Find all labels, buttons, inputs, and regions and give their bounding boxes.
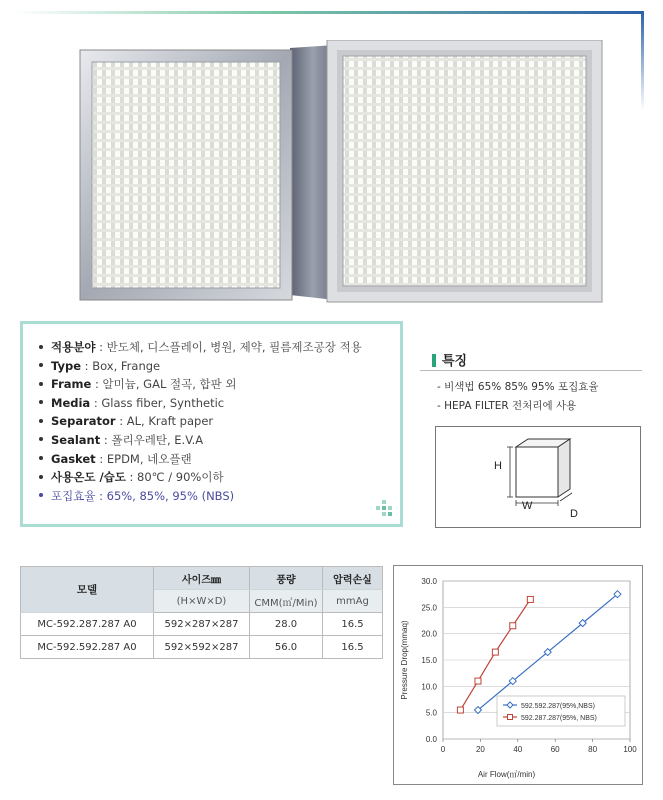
pressure-drop-chart	[393, 565, 643, 785]
feature-item: - 비색법 65% 85% 95% 포집효율	[437, 381, 599, 393]
spec-key: Separator	[51, 414, 116, 429]
bullet-icon	[39, 475, 43, 479]
size-unit: (H×W×D)	[154, 590, 250, 613]
size-cell: 592×287×287	[154, 613, 250, 636]
top-accent-line	[14, 11, 644, 14]
y-tick-label: 0.0	[425, 735, 437, 744]
data-point-square	[475, 678, 481, 684]
product-photo	[75, 40, 610, 315]
y-tick-label: 10.0	[421, 682, 437, 692]
bullet-icon	[39, 363, 43, 367]
x-tick-label: 20	[475, 745, 485, 754]
spec-value: : AL, Kraft paper	[115, 414, 214, 429]
depth-label: D	[570, 508, 578, 520]
table-header-row	[21, 567, 383, 590]
flow-header: 풍량	[250, 567, 323, 590]
spec-key: Media	[51, 395, 91, 410]
bullet-icon	[39, 345, 43, 349]
data-point-square	[492, 649, 498, 655]
flow-cell: 56.0	[250, 636, 323, 659]
spec-item	[39, 487, 400, 506]
spec-item	[39, 357, 400, 376]
width-label: W	[522, 500, 533, 512]
x-axis-label: Air Flow(㎥/min)	[477, 770, 536, 779]
legend-label: 592.287.287(95%, NBS)	[521, 715, 597, 722]
spec-value: : 알미늄, GAL 절곡, 합판 외	[91, 377, 237, 392]
spec-value: : 반도체, 디스플레이, 병원, 제약, 필름제조공장 적용	[95, 340, 362, 354]
spec-item	[39, 412, 400, 431]
spec-key: Type	[51, 358, 82, 373]
specifications-list	[23, 324, 400, 505]
model-cell: MC-592.287.287 A0	[21, 613, 154, 636]
box-dimension-drawing	[436, 427, 640, 527]
x-tick-label: 80	[588, 745, 598, 754]
feature-item: - HEPA FILTER 전처리에 사용	[437, 400, 577, 412]
spec-item	[39, 375, 400, 394]
loss-header: 압력손실	[323, 567, 383, 590]
spec-item	[39, 450, 400, 469]
spec-value: : 80℃ / 90%이하	[125, 470, 224, 485]
x-tick-label: 0	[440, 745, 446, 754]
specifications-panel	[20, 321, 403, 527]
bullet-icon	[39, 437, 43, 441]
features-heading	[432, 350, 467, 369]
flow-unit: CMM(㎥/Min)	[250, 590, 323, 613]
spec-item	[39, 468, 400, 487]
spec-value: : Box, Frange	[81, 358, 161, 373]
data-point-square	[527, 596, 533, 602]
spec-key: 적용분야	[51, 340, 96, 354]
features-divider	[420, 370, 642, 371]
right-accent-line	[641, 11, 644, 111]
bullet-icon	[39, 493, 43, 497]
dimension-diagram	[435, 426, 641, 528]
spec-item	[39, 394, 400, 413]
spec-value: : EPDM, 네오플랜	[95, 451, 192, 466]
y-tick-label: 5.0	[425, 708, 437, 718]
spec-value: : Glass fiber, Synthetic	[90, 395, 225, 410]
x-tick-label: 100	[623, 745, 637, 754]
y-tick-label: 30.0	[421, 577, 437, 586]
loss-unit: mmAg	[323, 590, 383, 613]
features-title: 특징	[442, 354, 468, 369]
spec-key: Frame	[51, 377, 92, 392]
legend-label: 592.592.287(95%,NBS)	[521, 703, 595, 710]
height-label: H	[494, 460, 502, 472]
model-cell: MC-592.592.287 A0	[21, 636, 154, 659]
flow-cell: 28.0	[250, 613, 323, 636]
table-row	[21, 636, 383, 659]
table-row	[21, 613, 383, 636]
y-tick-label: 25.0	[421, 603, 437, 613]
bullet-icon	[39, 382, 43, 386]
corner-pattern-icon	[376, 500, 394, 518]
size-cell: 592×592×287	[154, 636, 250, 659]
features-list	[437, 378, 599, 416]
bullet-icon	[39, 419, 43, 423]
model-header: 모델	[21, 567, 154, 613]
spec-item	[39, 431, 400, 450]
y-tick-label: 15.0	[421, 656, 437, 665]
bullet-icon	[39, 400, 43, 404]
spec-key: Gasket	[51, 451, 96, 466]
bullet-icon	[39, 456, 43, 460]
x-tick-label: 40	[513, 745, 523, 754]
spec-value: : 65%, 85%, 95% (NBS)	[95, 488, 235, 503]
data-point-square	[510, 623, 516, 629]
spec-value: : 폴리우레탄, E.V.A	[100, 432, 204, 447]
loss-cell: 16.5	[323, 636, 383, 659]
spec-key: Sealant	[51, 432, 101, 447]
data-point-square	[457, 707, 463, 713]
y-tick-label: 20.0	[421, 629, 437, 639]
loss-cell: 16.5	[323, 613, 383, 636]
spec-key: 사용온도 /습도	[51, 470, 126, 485]
spec-key: 포집효율	[51, 488, 96, 503]
spec-item	[39, 338, 400, 357]
legend-marker-square	[508, 715, 513, 720]
model-table	[20, 566, 383, 659]
size-header: 사이즈㎜	[154, 567, 250, 590]
x-tick-label: 60	[550, 745, 560, 754]
y-axis-label: Pressure Drop(mmaq)	[400, 620, 409, 700]
heading-marker-icon	[432, 354, 436, 367]
